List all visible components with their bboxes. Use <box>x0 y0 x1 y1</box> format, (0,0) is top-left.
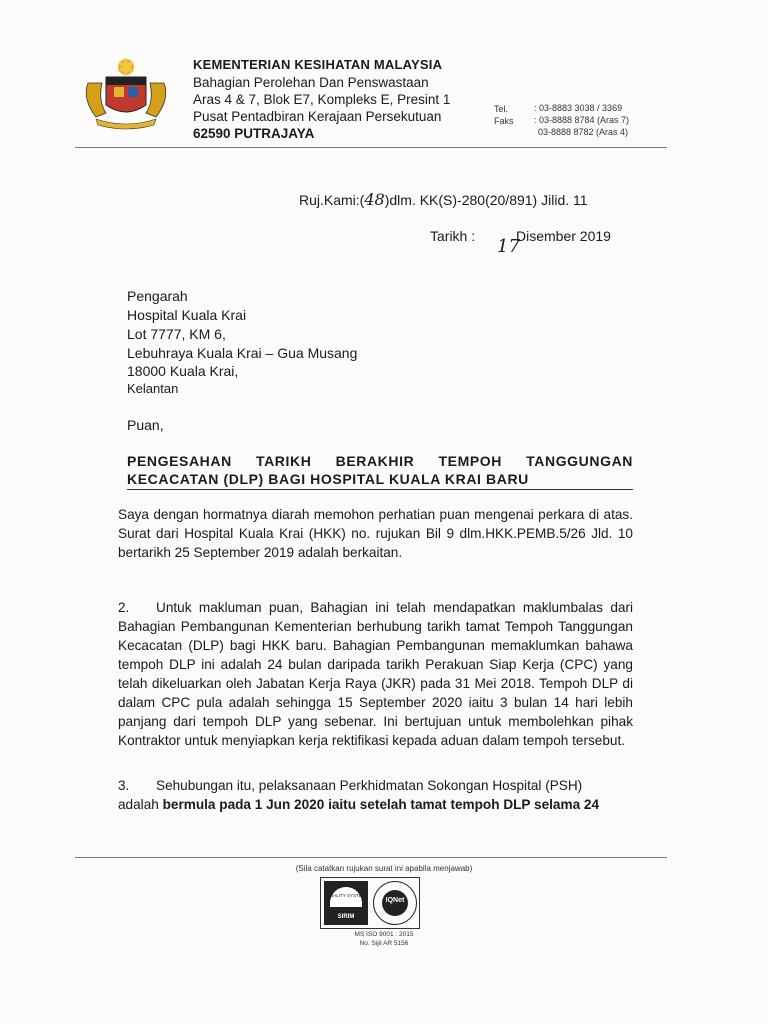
address-line-2: Pusat Pentadbiran Kerajaan Persekutuan <box>193 109 442 124</box>
date-month-year: Disember 2019 <box>516 228 611 244</box>
fax-value-1: : 03-8888 8784 (Aras 7) <box>534 115 630 125</box>
paragraph-2 <box>118 598 633 750</box>
paragraph-1-text: Saya dengan hormatnya diarah memohon perhatian puan mengenai perkara di atas. Surat dari Hospital Kuala Krai (HKK) no. rujukan Bil 9 dlm.HKK.PEMB.5/26 Jld. 10 bertarikh 25 September 2019 adalah berkaitan. <box>118 507 633 560</box>
paragraph-3-line-1 <box>118 776 633 795</box>
subject-heading <box>127 452 633 488</box>
salutation: Puan, <box>127 417 164 433</box>
subject-line-1: PENGESAHAN TARIKH BERAKHIR TEMPOH TANGGUNGAN <box>127 453 633 469</box>
coat-of-arms-logo <box>76 55 176 130</box>
postcode-city: 62590 PUTRAJAYA <box>193 126 315 141</box>
fax-value-2: 03-8888 8782 (Aras 4) <box>538 127 629 137</box>
date-label: Tarikh : <box>430 228 476 244</box>
reply-reference-note: (Sila catatkan rujukan surat ini apabila menjawab) <box>295 864 473 873</box>
recipient-line-4: Lebuhraya Kuala Krai – Gua Musang <box>127 345 358 361</box>
iqnet-logo <box>373 881 417 925</box>
paragraph-1 <box>118 505 633 562</box>
subject-underline <box>127 489 633 490</box>
recipient-line-6: Kelantan <box>127 381 179 396</box>
ministry-name: KEMENTERIAN KESIHATAN MALAYSIA <box>193 57 443 72</box>
paragraph-2-number: 2. <box>118 600 130 615</box>
paragraph-2-body <box>118 598 633 750</box>
paragraph-3-line-2 <box>118 795 633 814</box>
fax-label: Faks <box>494 116 514 126</box>
recipient-line-1: Pengarah <box>127 288 188 304</box>
recipient-line-5: 18000 Kuala Krai, <box>127 363 239 379</box>
certification-logos <box>320 877 420 929</box>
date-day: 17 <box>497 236 520 257</box>
iso-standard: MS ISO 9001 : 2015 <box>354 931 414 938</box>
tel-label: Tel. <box>494 104 509 114</box>
header-divider <box>75 147 667 148</box>
sirim-text: SIRIM <box>337 914 355 920</box>
subject-line-2: KECACATAN (DLP) BAGI HOSPITAL KUALA KRAI BARU <box>127 471 529 487</box>
paragraph-2-text: Untuk makluman puan, Bahagian ini telah mendapatkan maklumbalas dari Bahagian Pembangunan Kementerian berhubung tarikh tamat Tempoh Tanggungan Kecacatan (DLP) bagi HKK baru. Bahagian Pembangunan memaklumkan bahawa tempoh DLP ini adalah 24 bulan daripada tarikh Perakuan Siap Kerja (CPC) yang telah dikeluarkan oleh Jabatan Kerja Raya (JKR) pada 31 Mei 2018. Tempoh DLP di dalam CPC pula adalah sehingga 15 September 2020 iaitu 3 bulan 14 hari lebih panjang dari tempoh DLP yang sebenar. Ini bertujuan untuk membolehkan pihak Kontraktor untuk menyiapkan kerja rektifikasi kepada aduan dalam tempoh tersebut. <box>118 600 633 748</box>
reference-prefix: Ruj.Kami:( <box>299 192 365 208</box>
address-line-1: Aras 4 & 7, Blok E7, Kompleks E, Presint 1 <box>193 92 451 107</box>
sirim-logo <box>324 881 368 925</box>
recipient-line-3: Lot 7777, KM 6, <box>127 326 226 342</box>
tel-value: : 03-8883 3038 / 3369 <box>534 103 623 113</box>
certificate-number: No. Sijil AR 5156 <box>359 940 409 947</box>
paragraph-3-number: 3. <box>118 778 130 793</box>
paragraph-3 <box>118 776 633 814</box>
reference-line <box>299 190 588 209</box>
quality-system-text: QUALITY SYSTEM <box>326 893 366 898</box>
reference-suffix: )dlm. KK(S)-280(20/891) Jilid. 11 <box>384 192 588 208</box>
iqnet-text: IQNet <box>385 897 405 904</box>
division-name: Bahagian Perolehan Dan Penswastaan <box>193 75 429 90</box>
paragraph-3-text: Sehubungan itu, pelaksanaan Perkhidmatan Sokongan Hospital (PSH) <box>156 778 583 793</box>
footer-divider <box>75 857 667 858</box>
recipient-line-2: Hospital Kuala Krai <box>127 307 247 323</box>
paragraph-3-plain: adalah <box>118 797 159 812</box>
paragraph-3-bold: bermula pada 1 Jun 2020 iaitu setelah tamat tempoh DLP selama 24 <box>162 797 600 812</box>
reference-number: 48 <box>364 190 385 209</box>
